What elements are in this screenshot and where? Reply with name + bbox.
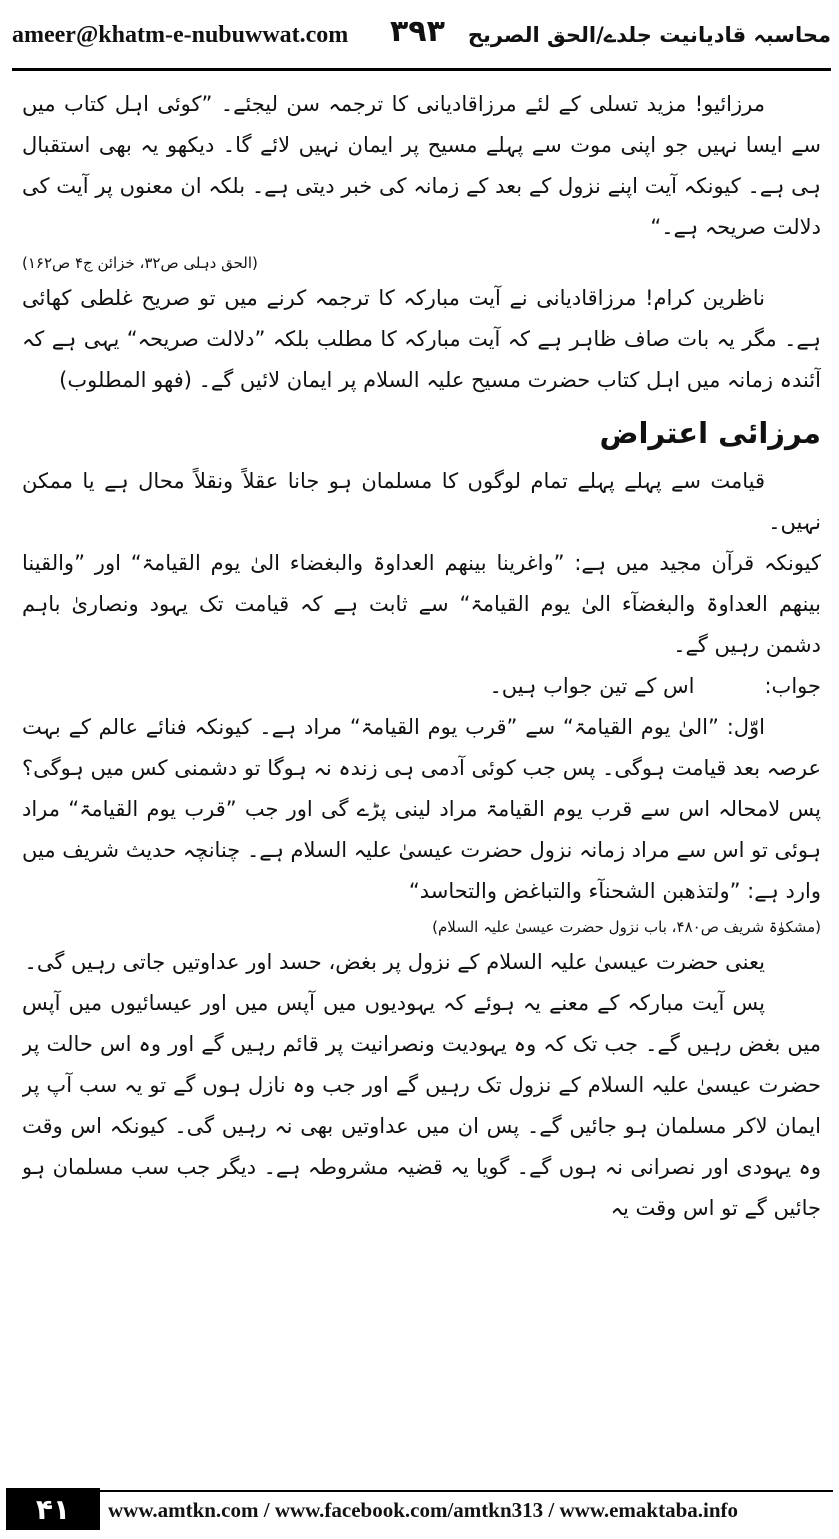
page-footer (0, 1482, 839, 1539)
paragraph-4: کیونکہ قرآن مجید میں ہے: ”واغرینا بینھم العداوۃ والبغضاء الیٰ یوم القیامۃ“ اور ”والقینا بینھم العداوۃ والبغضآء الیٰ یوم القیامۃ“ سے ثابت ہے کہ قیامت تک یہود ونصاریٰ باہم دشمن رہیں گے۔ (22, 551, 821, 657)
section-heading: مرزائی اعتراض (599, 416, 821, 450)
paragraph-3: قیامت سے پہلے پہلے تمام لوگوں کا مسلمان ہو جانا عقلاً ونقلاً محال ہے یا ممکن نہیں۔ (22, 469, 821, 534)
reference-2: (مشکوٰۃ شریف ص۴۸۰، باب نزول حضرت عیسیٰ علیہ السلام) (432, 918, 821, 936)
footer-page-number: ۴۱ (6, 1488, 100, 1530)
header-email: ameer@khatm-e-nubuwwat.com (12, 21, 349, 48)
answer-text: اس کے تین جواب ہیں۔ (489, 674, 695, 698)
header-divider (12, 68, 831, 71)
paragraph-1: مرزائیو! مزید تسلی کے لئے مرزاقادیانی کا ترجمہ سن لیجئے۔ ”کوئی اہل کتاب میں سے ایسا نہیں جو اپنی موت سے پہلے مسیح پر ایمان نہیں لائے گا۔ دیکھو یہ بھی استقبال ہی ہے۔ کیونکہ آیت اپنے نزول کے بعد کے زمانہ کی خبر دیتی ہے۔ بلکہ ان معنوں پر آیت کی دلالت صریحہ ہے۔“ (22, 92, 821, 239)
footer-divider (100, 1490, 833, 1492)
header-book-title: محاسبہ قادیانیت جلدے/الحق الصریح (467, 23, 831, 47)
paragraph-2: ناظرین کرام! مرزاقادیانی نے آیت مبارکہ کا ترجمہ کرنے میں تو صریح غلطی کھائی ہے۔ مگر یہ بات صاف ظاہر ہے کہ آیت مبارکہ کا مطلب بلکہ ”دلالت صریحہ“ یہی ہے کہ آئندہ زمانہ میں اہل کتاب حضرت مسیح علیہ السلام پر ایمان لائیں گے۔ (فھو المطلوب) (22, 286, 821, 392)
page-header (0, 0, 839, 70)
footer-links: www.amtkn.com / www.facebook.com/amtkn313 / www.emaktaba.info (108, 1498, 738, 1522)
answer-label: جواب: (764, 674, 821, 698)
paragraph-6: یعنی حضرت عیسیٰ علیہ السلام کے نزول پر بغض، حسد اور عداوتیں جاتی رہیں گی۔ (24, 950, 765, 974)
paragraph-7: پس آیت مبارکہ کے معنے یہ ہوئے کہ یہودیوں میں آپس میں اور عیسائیوں میں آپس میں بغض رہیں گے۔ جب تک کہ وہ یہودیت ونصرانیت پر قائم رہیں گے اور وہ اس حالت پر حضرت عیسیٰ علیہ السلام کے نزول تک رہیں گے اور جب وہ نازل ہوں گے تو یہ سب آپ پر ایمان لاکر مسلمان ہو جائیں گے۔ پس ان میں عداوتیں بھی نہ رہیں گی۔ کیونکہ اس وقت وہ یہودی اور نصرانی نہ ہوں گے۔ گویا یہ قضیہ مشروطہ ہے۔ دیگر جب سب مسلمان ہو جائیں گے تو اس وقت یہ (22, 991, 821, 1220)
reference-1: (الحق دہلی ص۳۲، خزائن ج۴ ص۱۶۲) (22, 254, 258, 272)
header-page-number: ۳۹۳ (390, 14, 445, 49)
paragraph-5: اوّل: ”الیٰ یوم القیامۃ“ سے ”قرب یوم القیامۃ“ مراد ہے۔ کیونکہ فنائے عالم کے بہت عرصہ بعد قیامت ہوگی۔ پس جب کوئی آدمی ہی زندہ نہ ہوگا تو دشمنی کس میں ہوگی؟ پس لامحالہ اس سے قرب یوم القیامۃ مراد لینی پڑے گی اور جب ”قرب یوم القیامۃ“ مراد ہوئی تو اس سے مراد زمانہ نزول حضرت عیسیٰ علیہ السلام ہے۔ چنانچہ حدیث شریف میں وارد ہے: ”ولتذھبن الشحنآء والتباغض والتحاسد“ (22, 715, 821, 903)
answer-line (22, 666, 821, 707)
page-body (22, 84, 821, 1476)
